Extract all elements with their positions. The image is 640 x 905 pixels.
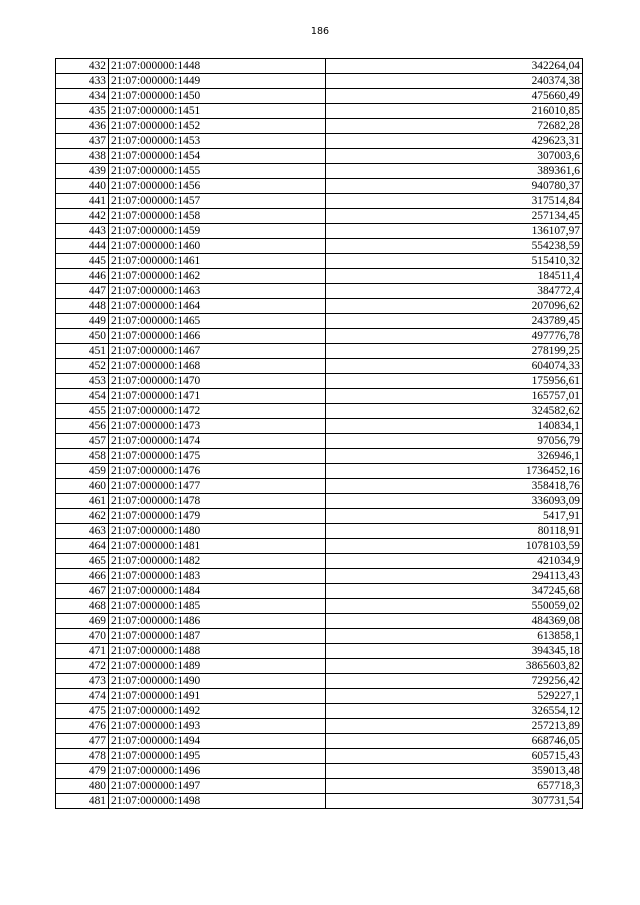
row-number-cell: 432 [56,59,109,74]
value-cell: 668746,05 [326,734,583,749]
table-row [56,359,583,374]
row-number-cell: 470 [56,629,109,644]
value-cell: 278199,25 [326,344,583,359]
data-table [55,58,583,809]
row-number-cell: 480 [56,779,109,794]
row-number-cell: 474 [56,689,109,704]
row-number-cell: 473 [56,674,109,689]
cadastral-number-cell: 21:07:000000:1480 [109,524,326,539]
value-cell: 358418,76 [326,479,583,494]
row-number-cell: 459 [56,464,109,479]
cadastral-number-cell: 21:07:000000:1473 [109,419,326,434]
value-cell: 72682,28 [326,119,583,134]
table-row [56,254,583,269]
row-number-cell: 463 [56,524,109,539]
table-row [56,479,583,494]
row-number-cell: 450 [56,329,109,344]
cadastral-number-cell: 21:07:000000:1496 [109,764,326,779]
row-number-cell: 469 [56,614,109,629]
value-cell: 184511,4 [326,269,583,284]
row-number-cell: 448 [56,299,109,314]
cadastral-number-cell: 21:07:000000:1498 [109,794,326,809]
cadastral-number-cell: 21:07:000000:1484 [109,584,326,599]
row-number-cell: 452 [56,359,109,374]
table-row [56,119,583,134]
cadastral-number-cell: 21:07:000000:1457 [109,194,326,209]
cadastral-number-cell: 21:07:000000:1478 [109,494,326,509]
value-cell: 80118,91 [326,524,583,539]
row-number-cell: 447 [56,284,109,299]
value-cell: 347245,68 [326,584,583,599]
cadastral-number-cell: 21:07:000000:1467 [109,344,326,359]
cadastral-number-cell: 21:07:000000:1465 [109,314,326,329]
table-row [56,329,583,344]
value-cell: 421034,9 [326,554,583,569]
row-number-cell: 456 [56,419,109,434]
value-cell: 136107,97 [326,224,583,239]
cadastral-number-cell: 21:07:000000:1453 [109,134,326,149]
table-row [56,434,583,449]
cadastral-number-cell: 21:07:000000:1456 [109,179,326,194]
cadastral-number-cell: 21:07:000000:1451 [109,104,326,119]
row-number-cell: 461 [56,494,109,509]
row-number-cell: 465 [56,554,109,569]
cadastral-number-cell: 21:07:000000:1449 [109,74,326,89]
table-row [56,449,583,464]
row-number-cell: 458 [56,449,109,464]
cadastral-number-cell: 21:07:000000:1460 [109,239,326,254]
value-cell: 307003,6 [326,149,583,164]
row-number-cell: 440 [56,179,109,194]
value-cell: 326554,12 [326,704,583,719]
value-cell: 554238,59 [326,239,583,254]
value-cell: 429623,31 [326,134,583,149]
table-row [56,59,583,74]
cadastral-number-cell: 21:07:000000:1448 [109,59,326,74]
cadastral-number-cell: 21:07:000000:1466 [109,329,326,344]
cadastral-number-cell: 21:07:000000:1470 [109,374,326,389]
row-number-cell: 457 [56,434,109,449]
row-number-cell: 475 [56,704,109,719]
value-cell: 326946,1 [326,449,583,464]
cadastral-number-cell: 21:07:000000:1491 [109,689,326,704]
row-number-cell: 454 [56,389,109,404]
value-cell: 1736452,16 [326,464,583,479]
table-row [56,584,583,599]
row-number-cell: 433 [56,74,109,89]
value-cell: 550059,02 [326,599,583,614]
table-row [56,539,583,554]
table-row [56,599,583,614]
table-row [56,494,583,509]
table-row [56,614,583,629]
cadastral-number-cell: 21:07:000000:1490 [109,674,326,689]
table-row [56,749,583,764]
cadastral-number-cell: 21:07:000000:1485 [109,599,326,614]
value-cell: 515410,32 [326,254,583,269]
cadastral-number-cell: 21:07:000000:1462 [109,269,326,284]
table-row [56,179,583,194]
table-row [56,674,583,689]
cadastral-number-cell: 21:07:000000:1454 [109,149,326,164]
cadastral-number-cell: 21:07:000000:1486 [109,614,326,629]
value-cell: 257134,45 [326,209,583,224]
row-number-cell: 446 [56,269,109,284]
row-number-cell: 443 [56,224,109,239]
value-cell: 940780,37 [326,179,583,194]
cadastral-number-cell: 21:07:000000:1493 [109,719,326,734]
row-number-cell: 437 [56,134,109,149]
table-row [56,764,583,779]
row-number-cell: 451 [56,344,109,359]
table-row [56,344,583,359]
value-cell: 324582,62 [326,404,583,419]
row-number-cell: 478 [56,749,109,764]
cadastral-number-cell: 21:07:000000:1477 [109,479,326,494]
table-row [56,554,583,569]
table-row [56,134,583,149]
value-cell: 294113,43 [326,569,583,584]
table-row [56,419,583,434]
row-number-cell: 467 [56,584,109,599]
cadastral-number-cell: 21:07:000000:1452 [109,119,326,134]
cadastral-number-cell: 21:07:000000:1475 [109,449,326,464]
row-number-cell: 462 [56,509,109,524]
row-number-cell: 481 [56,794,109,809]
table-row [56,209,583,224]
cadastral-number-cell: 21:07:000000:1488 [109,644,326,659]
value-cell: 207096,62 [326,299,583,314]
row-number-cell: 479 [56,764,109,779]
row-number-cell: 438 [56,149,109,164]
cadastral-number-cell: 21:07:000000:1487 [109,629,326,644]
value-cell: 5417,91 [326,509,583,524]
table-row [56,284,583,299]
table-row [56,719,583,734]
value-cell: 342264,04 [326,59,583,74]
table-row [56,569,583,584]
cadastral-number-cell: 21:07:000000:1483 [109,569,326,584]
value-cell: 484369,08 [326,614,583,629]
row-number-cell: 436 [56,119,109,134]
value-cell: 336093,09 [326,494,583,509]
row-number-cell: 435 [56,104,109,119]
row-number-cell: 477 [56,734,109,749]
cadastral-number-cell: 21:07:000000:1463 [109,284,326,299]
table-body [56,59,583,809]
table-row [56,149,583,164]
table-row [56,194,583,209]
value-cell: 497776,78 [326,329,583,344]
cadastral-number-cell: 21:07:000000:1474 [109,434,326,449]
cadastral-number-cell: 21:07:000000:1468 [109,359,326,374]
cadastral-number-cell: 21:07:000000:1458 [109,209,326,224]
row-number-cell: 434 [56,89,109,104]
row-number-cell: 442 [56,209,109,224]
table-row [56,224,583,239]
value-cell: 613858,1 [326,629,583,644]
page-number: 186 [310,26,330,37]
row-number-cell: 472 [56,659,109,674]
value-cell: 604074,33 [326,359,583,374]
value-cell: 359013,48 [326,764,583,779]
table-row [56,314,583,329]
table-row [56,509,583,524]
table-row [56,644,583,659]
table-row [56,389,583,404]
row-number-cell: 445 [56,254,109,269]
table-row [56,689,583,704]
value-cell: 475660,49 [326,89,583,104]
value-cell: 394345,18 [326,644,583,659]
cadastral-number-cell: 21:07:000000:1497 [109,779,326,794]
row-number-cell: 468 [56,599,109,614]
cadastral-number-cell: 21:07:000000:1495 [109,749,326,764]
row-number-cell: 466 [56,569,109,584]
row-number-cell: 464 [56,539,109,554]
cadastral-number-cell: 21:07:000000:1479 [109,509,326,524]
row-number-cell: 471 [56,644,109,659]
table-row [56,374,583,389]
cadastral-number-cell: 21:07:000000:1471 [109,389,326,404]
table-row [56,299,583,314]
table-row [56,704,583,719]
cadastral-number-cell: 21:07:000000:1489 [109,659,326,674]
row-number-cell: 441 [56,194,109,209]
value-cell: 657718,3 [326,779,583,794]
row-number-cell: 453 [56,374,109,389]
table-row [56,794,583,809]
value-cell: 243789,45 [326,314,583,329]
value-cell: 317514,84 [326,194,583,209]
row-number-cell: 449 [56,314,109,329]
value-cell: 165757,01 [326,389,583,404]
table-row [56,779,583,794]
table-row [56,629,583,644]
value-cell: 1078103,59 [326,539,583,554]
cadastral-number-cell: 21:07:000000:1459 [109,224,326,239]
value-cell: 307731,54 [326,794,583,809]
value-cell: 384772,4 [326,284,583,299]
value-cell: 389361,6 [326,164,583,179]
value-cell: 529227,1 [326,689,583,704]
value-cell: 729256,42 [326,674,583,689]
row-number-cell: 476 [56,719,109,734]
table-row [56,464,583,479]
value-cell: 257213,89 [326,719,583,734]
value-cell: 175956,61 [326,374,583,389]
value-cell: 605715,43 [326,749,583,764]
row-number-cell: 444 [56,239,109,254]
cadastral-number-cell: 21:07:000000:1472 [109,404,326,419]
cadastral-number-cell: 21:07:000000:1492 [109,704,326,719]
row-number-cell: 439 [56,164,109,179]
cadastral-number-cell: 21:07:000000:1494 [109,734,326,749]
value-cell: 97056,79 [326,434,583,449]
table-row [56,164,583,179]
value-cell: 216010,85 [326,104,583,119]
table-row [56,104,583,119]
cadastral-number-cell: 21:07:000000:1461 [109,254,326,269]
table-row [56,239,583,254]
value-cell: 3865603,82 [326,659,583,674]
cadastral-number-cell: 21:07:000000:1476 [109,464,326,479]
table-row [56,269,583,284]
table-row [56,74,583,89]
cadastral-number-cell: 21:07:000000:1455 [109,164,326,179]
table-row [56,89,583,104]
value-cell: 140834,1 [326,419,583,434]
table-row [56,659,583,674]
row-number-cell: 455 [56,404,109,419]
cadastral-number-cell: 21:07:000000:1482 [109,554,326,569]
table-row [56,404,583,419]
table-row [56,734,583,749]
cadastral-number-cell: 21:07:000000:1450 [109,89,326,104]
row-number-cell: 460 [56,479,109,494]
cadastral-number-cell: 21:07:000000:1481 [109,539,326,554]
value-cell: 240374,38 [326,74,583,89]
cadastral-number-cell: 21:07:000000:1464 [109,299,326,314]
table-row [56,524,583,539]
